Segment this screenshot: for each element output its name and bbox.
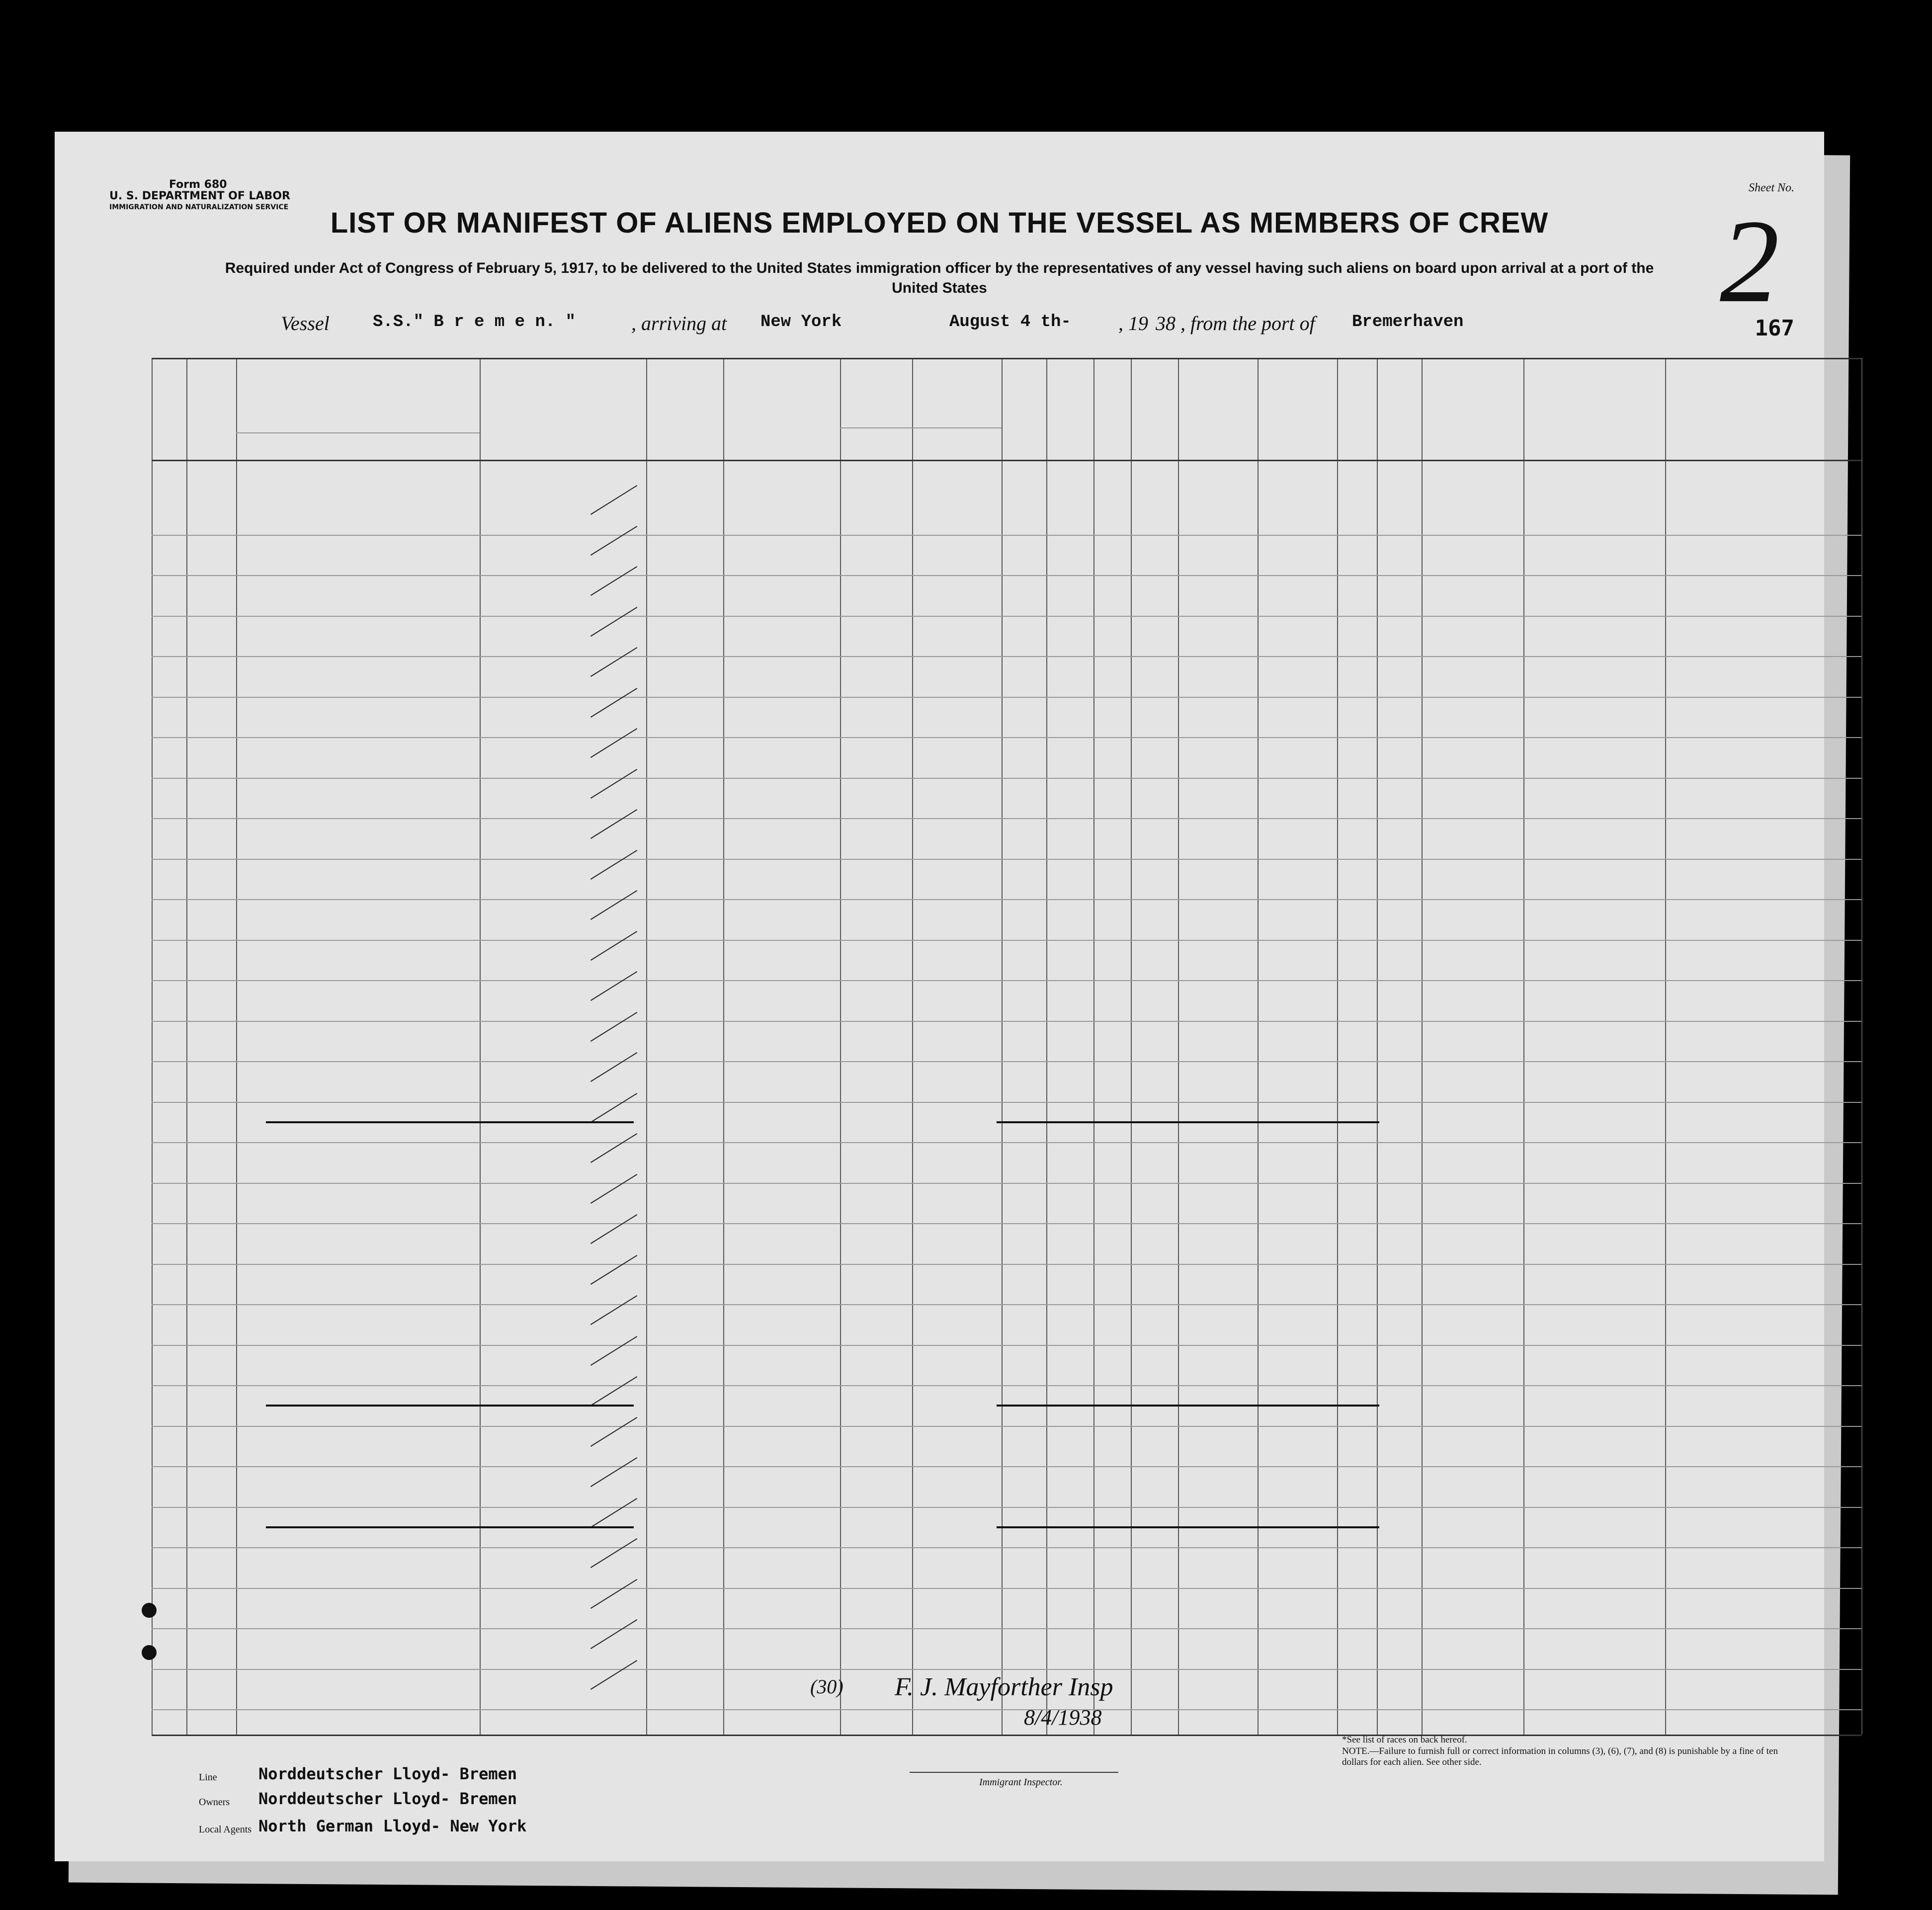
page-title: LIST OR MANIFEST OF ALIENS EMPLOYED ON THE VESSEL AS MEMBERS OF CREW	[330, 207, 1549, 239]
row-divider	[152, 535, 1861, 536]
pencil-tick	[590, 485, 637, 515]
row-divider	[152, 1709, 1861, 1710]
service: IMMIGRATION AND NATURALIZATION SERVICE	[109, 203, 289, 211]
header-bottom-rule	[152, 460, 1861, 461]
strike-through-name	[266, 1121, 634, 1123]
vessel-name: S.S." B r e m e n. "	[373, 313, 576, 332]
row-divider	[152, 616, 1861, 617]
row-divider	[152, 1385, 1861, 1386]
pencil-tick	[590, 1093, 637, 1123]
pencil-tick	[590, 1052, 637, 1082]
punch-hole	[142, 1645, 157, 1660]
column-divider	[1093, 358, 1094, 1735]
row-divider	[152, 899, 1861, 900]
column-divider	[723, 358, 724, 1735]
row-divider	[152, 1507, 1861, 1508]
arriving-port: New York	[760, 313, 842, 332]
pencil-tick	[590, 688, 637, 718]
column-divider	[1002, 358, 1003, 1735]
row-divider	[152, 575, 1861, 576]
row-divider	[152, 1466, 1861, 1467]
pencil-tick	[590, 850, 637, 880]
year: 38	[1156, 312, 1176, 334]
pencil-tick	[590, 1295, 637, 1325]
count-annotation: (30)	[810, 1675, 843, 1698]
pencil-tick	[590, 769, 637, 799]
column-divider	[1377, 358, 1378, 1735]
row-divider	[152, 818, 1861, 819]
column-divider	[1131, 358, 1132, 1735]
owners-label: Owners	[199, 1797, 230, 1808]
row-divider	[152, 697, 1861, 698]
from-port-label: , from the port of	[1180, 312, 1315, 334]
column-divider	[186, 358, 187, 1735]
form-number: Form 680	[169, 178, 227, 191]
column-divider	[1861, 358, 1862, 1735]
punch-hole	[142, 1603, 157, 1618]
column-divider	[1337, 358, 1338, 1735]
pencil-tick	[590, 971, 637, 1001]
row-divider	[152, 1142, 1861, 1143]
pencil-tick	[590, 890, 637, 920]
agents-label: Local Agents	[199, 1824, 252, 1835]
row-divider	[152, 1628, 1861, 1629]
pencil-tick	[590, 1376, 637, 1406]
crew-table	[152, 358, 1861, 1735]
column-divider	[480, 358, 481, 1735]
pencil-tick	[590, 647, 637, 677]
pencil-tick	[590, 1214, 637, 1244]
vessel-label: Vessel	[281, 312, 330, 334]
department: U. S. DEPARTMENT OF LABOR	[109, 190, 290, 202]
row-divider	[152, 1345, 1861, 1346]
pencil-tick	[590, 566, 637, 596]
pencil-tick	[590, 526, 637, 556]
row-divider	[152, 1061, 1861, 1062]
row-divider	[152, 1183, 1861, 1184]
row-divider	[152, 656, 1861, 657]
pencil-tick	[590, 1619, 637, 1649]
pencil-tick	[590, 1012, 637, 1042]
pencil-tick	[590, 1579, 637, 1609]
arriving-label: , arriving at	[631, 312, 727, 334]
pencil-tick	[590, 1660, 637, 1690]
pencil-tick	[590, 1498, 637, 1528]
pencil-tick	[590, 1174, 637, 1204]
row-divider	[152, 1669, 1861, 1670]
column-divider	[1523, 358, 1524, 1735]
inspector-date: 8/4/1938	[1024, 1705, 1102, 1730]
table-top-rule	[152, 358, 1861, 359]
pencil-tick	[590, 1417, 637, 1447]
row-divider	[152, 1426, 1861, 1427]
row-divider	[152, 1264, 1861, 1265]
fine-note: NOTE.—Failure to furnish full or correct information in columns (3), (6), (7), and (8) is punishable by a fine of ten dollars for each alien. See other side.	[1342, 1746, 1778, 1767]
inspector-signature: F. J. Mayforther Insp	[895, 1673, 1113, 1701]
strike-through-name	[266, 1405, 634, 1407]
page-number: 167	[1755, 316, 1794, 341]
column-divider	[840, 358, 841, 1735]
line-label: Line	[199, 1772, 217, 1783]
row-divider	[152, 1021, 1861, 1022]
pencil-tick	[590, 931, 637, 961]
inspector-label: Immigrant Inspector.	[979, 1777, 1063, 1788]
column-divider	[236, 358, 237, 1735]
pencil-tick	[590, 607, 637, 637]
year-prefix: , 19	[1118, 312, 1148, 334]
column-divider	[912, 358, 913, 1735]
owners-value: Norddeutscher Lloyd- Bremen	[258, 1789, 517, 1808]
column-divider	[1422, 358, 1423, 1735]
sheet-number: 2	[1720, 195, 1779, 327]
pencil-tick	[590, 1133, 637, 1163]
strike-through-details	[997, 1526, 1379, 1528]
strike-through-details	[997, 1121, 1379, 1123]
column-divider	[1046, 358, 1047, 1735]
row-divider	[152, 1547, 1861, 1548]
column-divider	[646, 358, 647, 1735]
pencil-tick	[590, 1336, 637, 1366]
shipped-subrule	[840, 427, 1002, 428]
row-divider	[152, 1102, 1861, 1103]
row-divider	[152, 859, 1861, 860]
row-divider	[152, 778, 1861, 779]
row-divider	[152, 737, 1861, 738]
column-divider	[1665, 358, 1666, 1735]
pencil-tick	[590, 1255, 637, 1285]
column-divider	[152, 358, 153, 1735]
sheet-number-label: Sheet No.	[1749, 181, 1794, 194]
strike-through-details	[997, 1405, 1379, 1407]
vessel-line	[55, 312, 1824, 341]
name-subrule	[236, 432, 480, 433]
pencil-tick	[590, 809, 637, 839]
row-divider	[152, 1304, 1861, 1305]
agents-value: North German Lloyd- New York	[258, 1817, 527, 1835]
column-divider	[1258, 358, 1259, 1735]
page-subtitle: Required under Act of Congress of February 5, 1917, to be delivered to the United States immigration officer by the representatives of any vessel having such aliens on board upon arrival at a port of the United States	[225, 260, 1654, 296]
row-divider	[152, 940, 1861, 941]
strike-through-name	[266, 1526, 634, 1528]
line-value: Norddeutscher Lloyd- Bremen	[258, 1764, 517, 1783]
inspector-line	[910, 1772, 1118, 1773]
pencil-tick	[590, 1538, 637, 1568]
manifest-sheet	[55, 132, 1824, 1861]
row-divider	[152, 1223, 1861, 1224]
race-note: *See list of races on back hereof.	[1342, 1735, 1467, 1745]
column-divider	[1178, 358, 1179, 1735]
row-divider	[152, 1588, 1861, 1589]
row-divider	[152, 980, 1861, 981]
arrival-date: August 4 th-	[949, 313, 1071, 332]
pencil-tick	[590, 728, 637, 758]
pencil-tick	[590, 1457, 637, 1487]
from-port: Bremerhaven	[1352, 313, 1464, 332]
